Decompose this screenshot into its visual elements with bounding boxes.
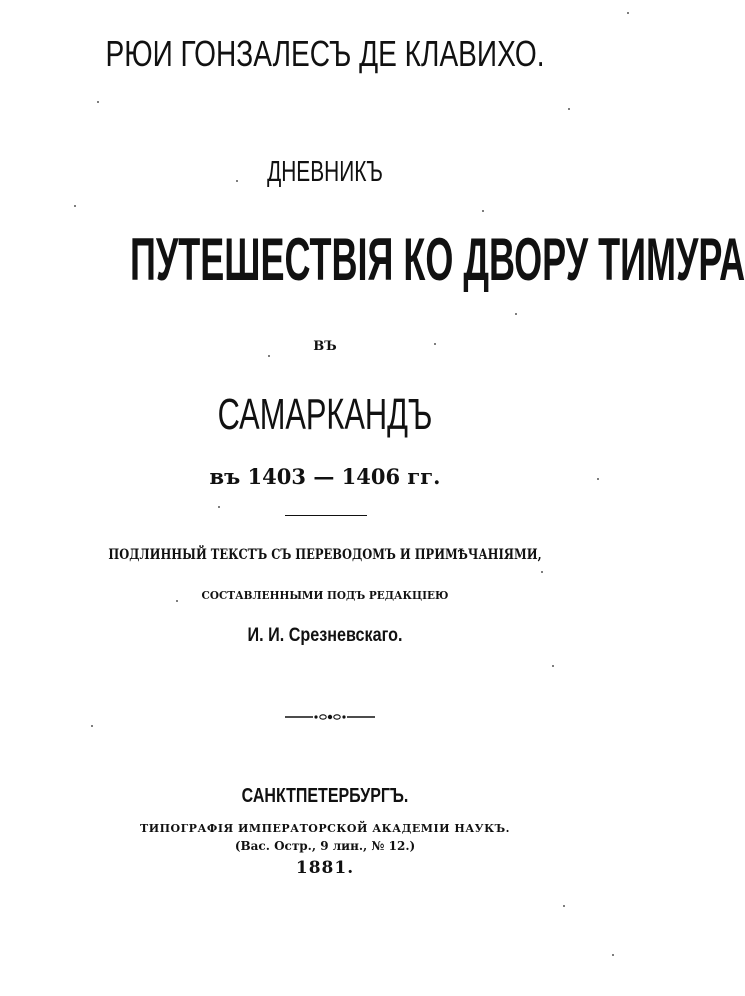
print-speck xyxy=(236,180,238,182)
print-speck xyxy=(218,506,220,508)
print-speck xyxy=(552,665,554,667)
ornament-divider-icon xyxy=(285,709,375,725)
compiled-by: СОСТАВЛЕННЫМИ ПОДЪ РЕДАКЦІЕЮ xyxy=(201,589,449,602)
imprint-address: (Вас. Остр., 9 лин., № 12.) xyxy=(234,839,416,853)
divider-rule xyxy=(285,515,367,516)
print-speck xyxy=(482,210,484,212)
print-speck xyxy=(612,954,614,956)
print-speck xyxy=(268,355,270,357)
print-speck xyxy=(176,600,178,602)
print-speck xyxy=(627,12,629,14)
city-title: САМАРКАНДЪ xyxy=(217,390,433,439)
print-speck xyxy=(97,101,99,103)
print-speck xyxy=(91,725,93,727)
print-speck xyxy=(597,478,599,480)
print-speck xyxy=(434,343,436,345)
imprint-year: 1881. xyxy=(295,858,355,878)
work-type: ДНЕВНИКЪ xyxy=(267,156,383,188)
main-title: ПУТЕШЕСТВІЯ КО ДВОРУ ТИМУРА xyxy=(129,226,745,293)
preposition: ВЪ xyxy=(313,339,337,354)
print-speck xyxy=(515,313,517,315)
imprint-place: САНКТПЕТЕРБУРГЪ. xyxy=(241,785,409,807)
subtitle: ПОДЛИННЫЙ ТЕКСТЪ СЪ ПЕРЕВОДОМЪ И ПРИМѢЧАНІЯМИ, xyxy=(108,547,542,563)
years-range: въ 1403 — 1406 гг. xyxy=(209,464,441,489)
print-speck xyxy=(563,905,565,907)
author-name: РЮИ ГОНЗАЛЕСЪ ДЕ КЛАВИХО. xyxy=(105,33,545,74)
print-speck xyxy=(74,205,76,207)
editor-name: И. И. Срезневскаго. xyxy=(247,625,403,646)
imprint-press: ТИПОГРАФІЯ ИМПЕРАТОРСКОЙ АКАДЕМІИ НАУКЪ. xyxy=(140,822,510,835)
print-speck xyxy=(541,571,543,573)
print-speck xyxy=(568,108,570,110)
